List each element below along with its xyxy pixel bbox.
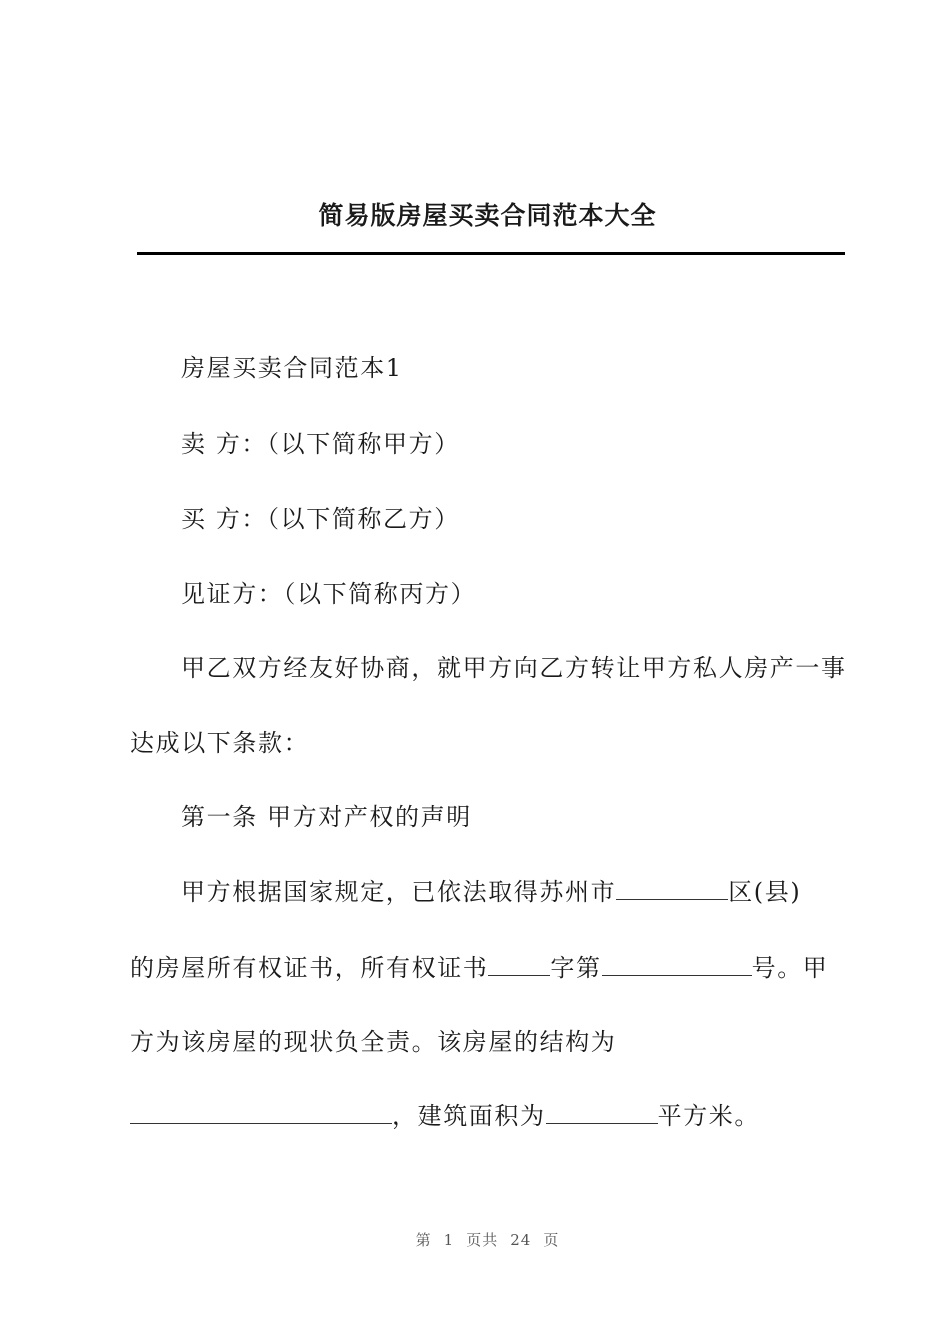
footer-suffix: 页 bbox=[543, 1231, 560, 1249]
article1-line2-text-b: 字第 bbox=[550, 954, 602, 982]
footer-total-pages: 24 bbox=[510, 1231, 532, 1249]
structure-blank bbox=[130, 1101, 392, 1124]
witness-line: 见证方：（以下简称丙方） bbox=[181, 580, 477, 608]
article1-line2 bbox=[130, 952, 828, 984]
buyer-line: 买 方：（以下简称乙方） bbox=[181, 505, 460, 533]
article1-line2-text-c: 号。甲 bbox=[751, 954, 829, 982]
certificate-number-blank bbox=[602, 953, 752, 976]
article1-line1-text-a: 甲方根据国家规定，已依法取得苏州市 bbox=[181, 878, 617, 906]
document-title: 简易版房屋买卖合同范本大全 bbox=[318, 201, 657, 230]
district-blank bbox=[616, 877, 728, 900]
intro-paragraph-line2: 达成以下条款： bbox=[130, 729, 310, 757]
article1-line3: 方为该房屋的现状负全责。该房屋的结构为 bbox=[130, 1028, 617, 1056]
title-underline bbox=[137, 252, 845, 255]
article1-line4-text-a: ，建筑面积为 bbox=[392, 1102, 546, 1130]
certificate-prefix-blank bbox=[488, 953, 550, 976]
article1-line4-text-b: 平方米。 bbox=[657, 1102, 761, 1130]
section-heading: 房屋买卖合同范本1 bbox=[181, 354, 403, 382]
article1-line2-text-a: 的房屋所有权证书，所有权证书 bbox=[130, 954, 489, 982]
article1-heading: 第一条 甲方对产权的声明 bbox=[181, 803, 472, 831]
intro-paragraph-line1: 甲乙双方经友好协商，就甲方向乙方转让甲方私人房产一事 bbox=[181, 654, 847, 682]
article1-line1 bbox=[181, 876, 801, 908]
area-blank bbox=[546, 1101, 658, 1124]
seller-line: 卖 方：（以下简称甲方） bbox=[181, 430, 460, 458]
footer-page-number: 1 bbox=[443, 1231, 455, 1249]
footer-prefix: 第 bbox=[415, 1231, 432, 1249]
article1-line1-text-b: 区(县) bbox=[728, 878, 802, 906]
footer-middle: 页共 bbox=[466, 1231, 499, 1249]
page-footer bbox=[0, 1229, 950, 1250]
article1-line4 bbox=[130, 1100, 760, 1132]
